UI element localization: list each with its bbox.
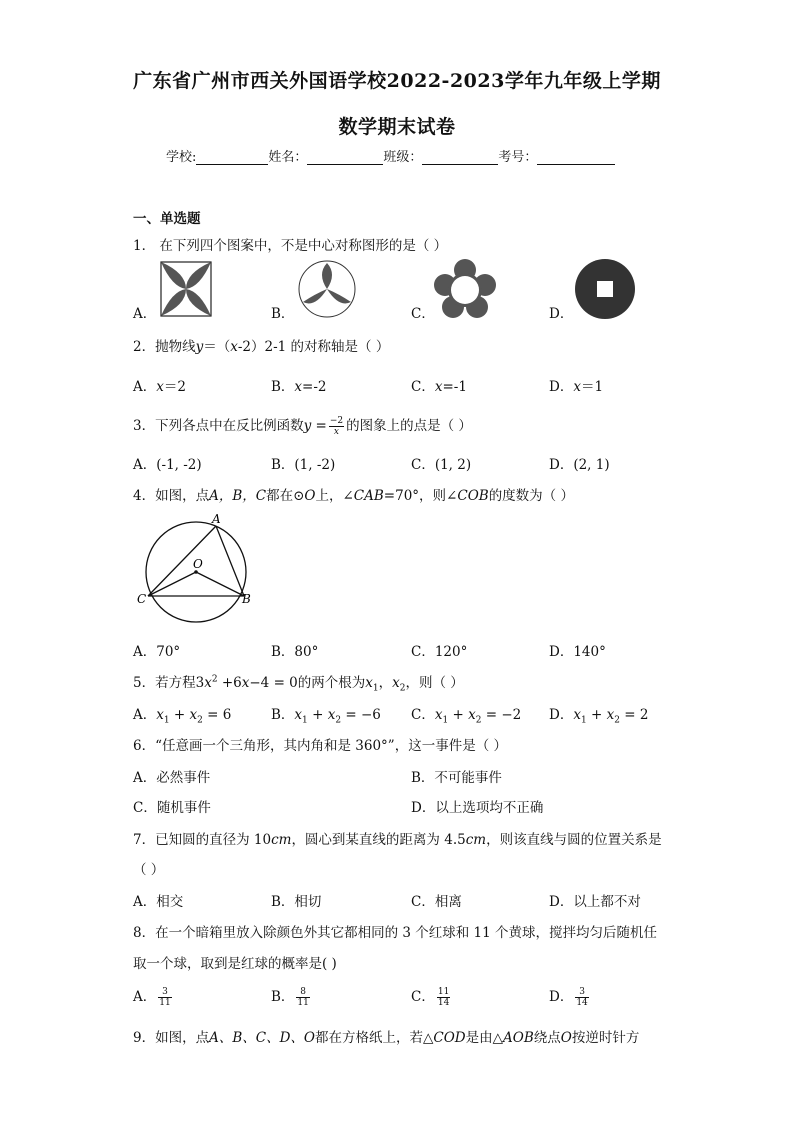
question-2: 2．抛物线y＝（x-2）2-1 的对称轴是（ ） bbox=[133, 339, 390, 355]
q3-fraction: $\frac{-2}{x}$ bbox=[329, 416, 344, 437]
exam-title-line2: 数学期末试卷 bbox=[338, 116, 456, 138]
label-a: A bbox=[212, 512, 221, 526]
number-label: 考号： bbox=[498, 150, 538, 165]
q2-option-d[interactable]: D．x＝1 bbox=[549, 379, 604, 395]
segment-ob bbox=[196, 572, 244, 596]
square-hole-coin-icon bbox=[574, 259, 636, 319]
q4-option-d[interactable]: D．140° bbox=[549, 644, 606, 660]
q1-option-c[interactable]: C． bbox=[411, 306, 435, 322]
q2-option-b[interactable]: B．x=-2 bbox=[271, 379, 327, 395]
four-petal-square-icon bbox=[160, 261, 212, 317]
student-info-line bbox=[166, 146, 615, 165]
label-c: C bbox=[137, 592, 147, 606]
school-blank[interactable] bbox=[196, 151, 268, 165]
class-label: 班级： bbox=[383, 150, 423, 165]
flower-ring-icon bbox=[434, 259, 496, 319]
q5-option-b[interactable]: B．$x_1 + x_2 = -6$ bbox=[271, 707, 381, 726]
label-b: B bbox=[242, 592, 251, 606]
three-leaf-circle-icon bbox=[297, 260, 357, 318]
question-1: 1． 在下列四个图案中，不是中心对称图形的是（ ） bbox=[133, 238, 448, 254]
q3-option-c[interactable]: C．(1, 2) bbox=[411, 457, 472, 473]
name-blank[interactable] bbox=[307, 151, 383, 165]
q2-option-a[interactable]: A．x＝2 bbox=[133, 379, 186, 395]
q5-option-a[interactable]: A．$x_1 + x_2 = 6$ bbox=[133, 707, 232, 726]
question-7-line2: （ ） bbox=[133, 862, 165, 878]
exam-title-line1: 广东省广州市西关外国语学校2022-2023学年九年级上学期 bbox=[133, 70, 661, 92]
number-blank[interactable] bbox=[537, 151, 615, 165]
q4-option-a[interactable]: A．70° bbox=[133, 644, 181, 660]
school-label: 学校: bbox=[166, 150, 197, 165]
segment-ac bbox=[148, 526, 216, 596]
question-8-line2: 取一个球，取到是红球的概率是( ) bbox=[133, 956, 337, 972]
q7-option-c[interactable]: C．相离 bbox=[411, 894, 462, 910]
q4-option-c[interactable]: C．120° bbox=[411, 644, 468, 660]
q8-option-d[interactable]: D． $\frac{3}{14}$ bbox=[549, 987, 588, 1008]
question-5: 5．若方程$3x^2 +6x-4 = 0$的两个根为$x_1$，$x_2$，则（ ） bbox=[133, 674, 464, 694]
question-9: 9．如图，点A、B、C、D、O都在方格纸上，若△COD是由△AOB绕点O按逆时针方 bbox=[133, 1030, 640, 1046]
question-3: 3．下列各点中在反比例函数y = $\frac{-2}{x}$ 的图象上的点是（ ） bbox=[133, 416, 472, 437]
q7-option-a[interactable]: A．相交 bbox=[133, 894, 184, 910]
q7-option-d[interactable]: D．以上都不对 bbox=[549, 894, 641, 910]
q8-option-b[interactable]: B． $\frac{8}{11}$ bbox=[271, 987, 309, 1008]
q3-option-d[interactable]: D．(2, 1) bbox=[549, 457, 610, 473]
q7-option-b[interactable]: B．相切 bbox=[271, 894, 322, 910]
q8-option-a[interactable]: A． $\frac{3}{11}$ bbox=[133, 987, 171, 1008]
question-7: 7．已知圆的直径为 10cm，圆心到某直线的距离为 4.5cm，则该直线与圆的位置关系是 bbox=[133, 832, 662, 848]
q2-option-c[interactable]: C．x=-1 bbox=[411, 379, 467, 395]
q6-option-a[interactable]: A．必然事件 bbox=[133, 770, 211, 786]
question-8: 8．在一个暗箱里放入除颜色外其它都相同的 3 个红球和 11 个黄球，搅拌均匀后随机任 bbox=[133, 925, 658, 941]
q3-option-b[interactable]: B．(1, -2) bbox=[271, 457, 336, 473]
q3-option-a[interactable]: A．(-1, -2) bbox=[133, 457, 202, 473]
q8-option-c[interactable]: C． $\frac{11}{14}$ bbox=[411, 987, 450, 1008]
segment-ab bbox=[216, 526, 244, 596]
q1-option-d[interactable]: D． bbox=[549, 306, 574, 322]
question-4: 4．如图，点A，B，C都在⊙O上，∠CAB=70°，则∠COB的度数为（ ） bbox=[133, 488, 574, 504]
q4-option-b[interactable]: B．80° bbox=[271, 644, 319, 660]
question-6: 6．“任意画一个三角形，其内角和是 360°”，这一事件是（ ） bbox=[133, 738, 507, 754]
q5-option-c[interactable]: C．$x_1 + x_2 = -2$ bbox=[411, 707, 522, 726]
q6-option-b[interactable]: B．不可能事件 bbox=[411, 770, 502, 786]
label-o: O bbox=[193, 557, 203, 571]
segment-oc bbox=[148, 572, 196, 596]
name-label: 姓名： bbox=[268, 150, 308, 165]
q6-option-c[interactable]: C．随机事件 bbox=[133, 800, 211, 816]
section-title: 一、单选题 bbox=[133, 211, 201, 227]
q6-option-d[interactable]: D．以上选项均不正确 bbox=[411, 800, 544, 816]
q4-circle-diagram bbox=[136, 510, 254, 626]
q1-option-a[interactable]: A． bbox=[133, 306, 157, 322]
q1-option-b[interactable]: B． bbox=[271, 306, 295, 322]
q5-option-d[interactable]: D．$x_1 + x_2 = 2$ bbox=[549, 707, 649, 726]
class-blank[interactable] bbox=[422, 151, 498, 165]
